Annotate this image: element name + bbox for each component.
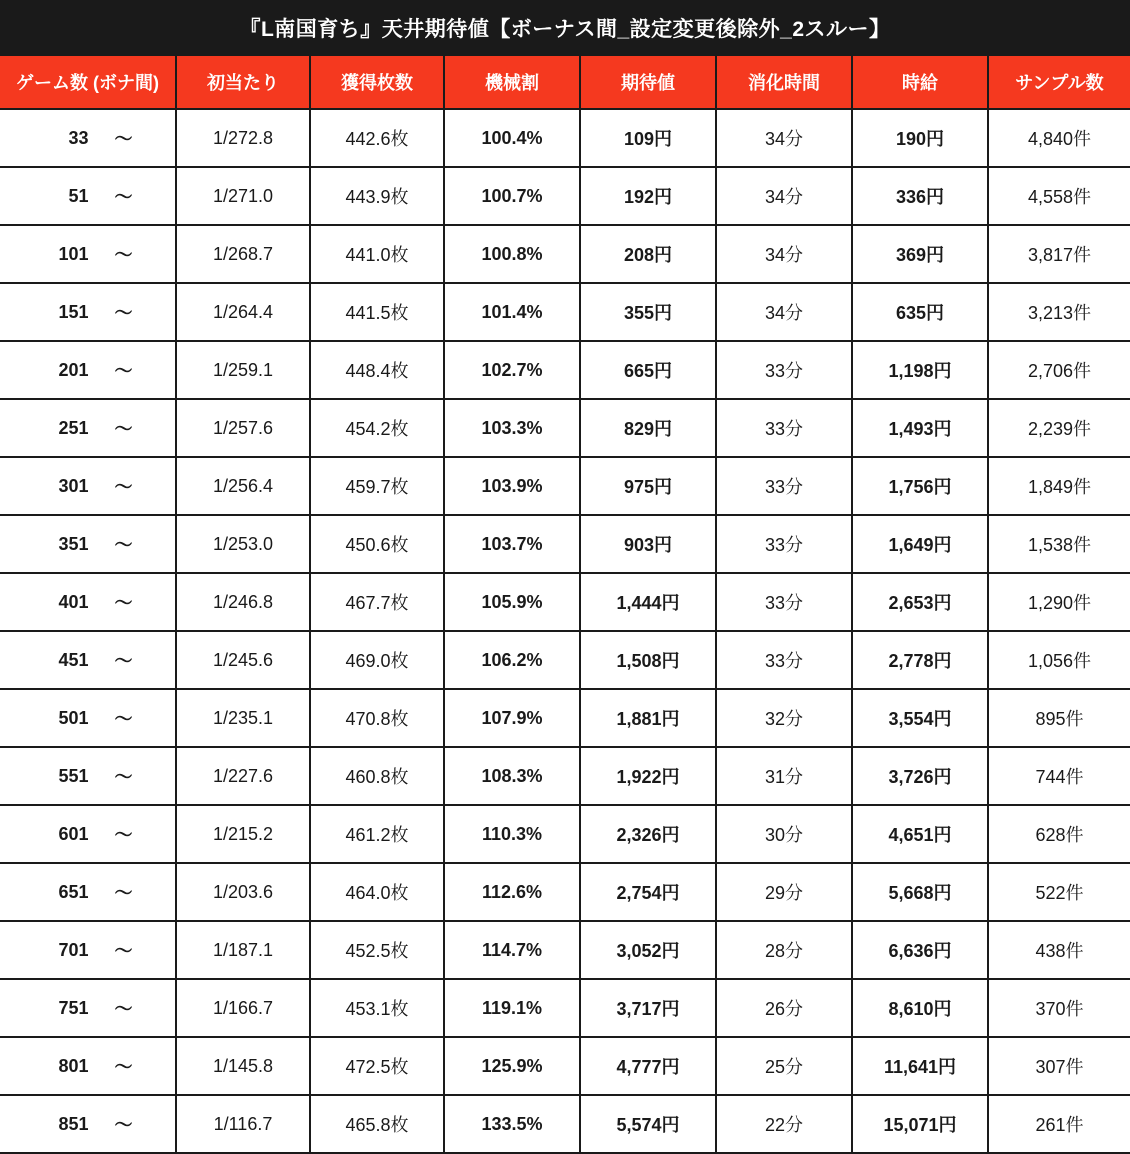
cell-first-hit: 1/116.7	[176, 1095, 310, 1153]
cell-medals: 442.6枚	[310, 109, 444, 167]
cell-expected-value: 109円	[580, 109, 716, 167]
cell-first-hit: 1/235.1	[176, 689, 310, 747]
cell-game-count	[0, 921, 176, 979]
cell-game-count	[0, 341, 176, 399]
cell-expected-value: 1,881円	[580, 689, 716, 747]
cell-hourly-wage: 11,641円	[852, 1037, 988, 1095]
cell-sample-size: 3,817件	[988, 225, 1130, 283]
cell-medals: 452.5枚	[310, 921, 444, 979]
game-count-tilde: 〜	[114, 941, 133, 961]
cell-medals: 464.0枚	[310, 863, 444, 921]
table-row	[0, 399, 1130, 457]
game-count-tilde: 〜	[114, 187, 133, 207]
cell-hourly-wage: 1,649円	[852, 515, 988, 573]
cell-play-time: 33分	[716, 341, 852, 399]
table-row	[0, 573, 1130, 631]
game-count-tilde: 〜	[114, 1115, 133, 1135]
cell-medals: 450.6枚	[310, 515, 444, 573]
cell-first-hit: 1/166.7	[176, 979, 310, 1037]
cell-hourly-wage: 635円	[852, 283, 988, 341]
cell-first-hit: 1/253.0	[176, 515, 310, 573]
table-row	[0, 341, 1130, 399]
column-header-expected-value: 期待値	[580, 56, 716, 109]
table-row	[0, 631, 1130, 689]
cell-game-count	[0, 863, 176, 921]
cell-game-count	[0, 109, 176, 167]
cell-expected-value: 355円	[580, 283, 716, 341]
game-count-tilde: 〜	[114, 593, 133, 613]
table-header	[0, 56, 1130, 109]
cell-sample-size: 895件	[988, 689, 1130, 747]
cell-hourly-wage: 15,071円	[852, 1095, 988, 1153]
cell-hourly-wage: 1,198円	[852, 341, 988, 399]
column-header-game-count: ゲーム数 (ボナ間)	[0, 56, 176, 109]
cell-first-hit: 1/264.4	[176, 283, 310, 341]
cell-payout-rate: 102.7%	[444, 341, 580, 399]
cell-game-count	[0, 1037, 176, 1095]
cell-medals: 443.9枚	[310, 167, 444, 225]
cell-hourly-wage: 2,653円	[852, 573, 988, 631]
cell-first-hit: 1/246.8	[176, 573, 310, 631]
cell-medals: 459.7枚	[310, 457, 444, 515]
cell-expected-value: 3,052円	[580, 921, 716, 979]
game-count-value: 751	[58, 997, 89, 1018]
cell-payout-rate: 106.2%	[444, 631, 580, 689]
column-header-play-time: 消化時間	[716, 56, 852, 109]
cell-play-time: 25分	[716, 1037, 852, 1095]
cell-sample-size: 2,239件	[988, 399, 1130, 457]
cell-play-time: 34分	[716, 109, 852, 167]
expectation-table	[0, 56, 1130, 1154]
cell-expected-value: 665円	[580, 341, 716, 399]
cell-hourly-wage: 336円	[852, 167, 988, 225]
cell-play-time: 33分	[716, 631, 852, 689]
cell-expected-value: 5,574円	[580, 1095, 716, 1153]
cell-play-time: 33分	[716, 399, 852, 457]
cell-play-time: 33分	[716, 573, 852, 631]
game-count-tilde: 〜	[114, 419, 133, 439]
table-row	[0, 283, 1130, 341]
game-count-tilde: 〜	[114, 825, 133, 845]
cell-first-hit: 1/187.1	[176, 921, 310, 979]
game-count-value: 201	[58, 359, 89, 380]
cell-game-count	[0, 457, 176, 515]
cell-expected-value: 208円	[580, 225, 716, 283]
cell-game-count	[0, 167, 176, 225]
cell-play-time: 28分	[716, 921, 852, 979]
cell-play-time: 26分	[716, 979, 852, 1037]
cell-hourly-wage: 369円	[852, 225, 988, 283]
cell-first-hit: 1/271.0	[176, 167, 310, 225]
game-count-value: 351	[58, 533, 89, 554]
cell-game-count	[0, 283, 176, 341]
table-row	[0, 109, 1130, 167]
game-count-value: 33	[68, 127, 89, 148]
cell-medals: 467.7枚	[310, 573, 444, 631]
cell-hourly-wage: 4,651円	[852, 805, 988, 863]
table-row	[0, 979, 1130, 1037]
cell-medals: 441.5枚	[310, 283, 444, 341]
cell-medals: 465.8枚	[310, 1095, 444, 1153]
cell-expected-value: 2,326円	[580, 805, 716, 863]
cell-expected-value: 975円	[580, 457, 716, 515]
table-row	[0, 747, 1130, 805]
cell-hourly-wage: 8,610円	[852, 979, 988, 1037]
cell-sample-size: 1,849件	[988, 457, 1130, 515]
cell-first-hit: 1/145.8	[176, 1037, 310, 1095]
cell-payout-rate: 133.5%	[444, 1095, 580, 1153]
game-count-value: 851	[58, 1113, 89, 1134]
cell-medals: 454.2枚	[310, 399, 444, 457]
cell-first-hit: 1/256.4	[176, 457, 310, 515]
cell-play-time: 32分	[716, 689, 852, 747]
cell-first-hit: 1/259.1	[176, 341, 310, 399]
cell-medals: 461.2枚	[310, 805, 444, 863]
cell-game-count	[0, 747, 176, 805]
table-row	[0, 863, 1130, 921]
cell-first-hit: 1/268.7	[176, 225, 310, 283]
table-row	[0, 1037, 1130, 1095]
table-row	[0, 167, 1130, 225]
game-count-value: 551	[58, 765, 89, 786]
cell-payout-rate: 112.6%	[444, 863, 580, 921]
cell-first-hit: 1/203.6	[176, 863, 310, 921]
cell-payout-rate: 108.3%	[444, 747, 580, 805]
cell-sample-size: 261件	[988, 1095, 1130, 1153]
table-row	[0, 225, 1130, 283]
cell-game-count	[0, 689, 176, 747]
game-count-tilde: 〜	[114, 477, 133, 497]
game-count-tilde: 〜	[114, 651, 133, 671]
cell-expected-value: 1,444円	[580, 573, 716, 631]
cell-first-hit: 1/227.6	[176, 747, 310, 805]
cell-payout-rate: 100.8%	[444, 225, 580, 283]
column-header-hourly-wage: 時給	[852, 56, 988, 109]
game-count-value: 101	[58, 243, 89, 264]
cell-hourly-wage: 1,756円	[852, 457, 988, 515]
cell-medals: 470.8枚	[310, 689, 444, 747]
game-count-value: 301	[58, 475, 89, 496]
game-count-value: 151	[58, 301, 89, 322]
cell-payout-rate: 103.7%	[444, 515, 580, 573]
game-count-value: 701	[58, 939, 89, 960]
column-header-first-hit: 初当たり	[176, 56, 310, 109]
game-count-tilde: 〜	[114, 999, 133, 1019]
table-row	[0, 1095, 1130, 1153]
cell-game-count	[0, 979, 176, 1037]
cell-play-time: 33分	[716, 457, 852, 515]
cell-medals: 448.4枚	[310, 341, 444, 399]
cell-sample-size: 4,558件	[988, 167, 1130, 225]
cell-sample-size: 1,056件	[988, 631, 1130, 689]
cell-game-count	[0, 399, 176, 457]
cell-expected-value: 2,754円	[580, 863, 716, 921]
cell-game-count	[0, 631, 176, 689]
cell-payout-rate: 105.9%	[444, 573, 580, 631]
cell-payout-rate: 100.4%	[444, 109, 580, 167]
cell-payout-rate: 103.9%	[444, 457, 580, 515]
cell-payout-rate: 125.9%	[444, 1037, 580, 1095]
cell-hourly-wage: 5,668円	[852, 863, 988, 921]
cell-expected-value: 829円	[580, 399, 716, 457]
cell-expected-value: 4,777円	[580, 1037, 716, 1095]
cell-sample-size: 307件	[988, 1037, 1130, 1095]
cell-game-count	[0, 805, 176, 863]
cell-hourly-wage: 190円	[852, 109, 988, 167]
cell-sample-size: 438件	[988, 921, 1130, 979]
cell-expected-value: 1,922円	[580, 747, 716, 805]
game-count-value: 601	[58, 823, 89, 844]
cell-sample-size: 1,290件	[988, 573, 1130, 631]
table-row	[0, 805, 1130, 863]
table-body	[0, 109, 1130, 1153]
cell-payout-rate: 100.7%	[444, 167, 580, 225]
cell-medals: 460.8枚	[310, 747, 444, 805]
column-header-medals: 獲得枚数	[310, 56, 444, 109]
game-count-tilde: 〜	[114, 709, 133, 729]
cell-medals: 441.0枚	[310, 225, 444, 283]
cell-medals: 453.1枚	[310, 979, 444, 1037]
cell-hourly-wage: 3,554円	[852, 689, 988, 747]
game-count-tilde: 〜	[114, 1057, 133, 1077]
cell-medals: 469.0枚	[310, 631, 444, 689]
cell-payout-rate: 119.1%	[444, 979, 580, 1037]
cell-first-hit: 1/257.6	[176, 399, 310, 457]
cell-payout-rate: 103.3%	[444, 399, 580, 457]
game-count-tilde: 〜	[114, 767, 133, 787]
game-count-value: 401	[58, 591, 89, 612]
cell-hourly-wage: 1,493円	[852, 399, 988, 457]
cell-payout-rate: 110.3%	[444, 805, 580, 863]
cell-play-time: 34分	[716, 167, 852, 225]
cell-expected-value: 1,508円	[580, 631, 716, 689]
cell-expected-value: 903円	[580, 515, 716, 573]
cell-payout-rate: 114.7%	[444, 921, 580, 979]
game-count-value: 801	[58, 1055, 89, 1076]
game-count-value: 451	[58, 649, 89, 670]
cell-sample-size: 522件	[988, 863, 1130, 921]
cell-game-count	[0, 515, 176, 573]
game-count-value: 501	[58, 707, 89, 728]
cell-payout-rate: 101.4%	[444, 283, 580, 341]
game-count-tilde: 〜	[114, 303, 133, 323]
cell-sample-size: 744件	[988, 747, 1130, 805]
cell-payout-rate: 107.9%	[444, 689, 580, 747]
cell-sample-size: 1,538件	[988, 515, 1130, 573]
cell-medals: 472.5枚	[310, 1037, 444, 1095]
game-count-tilde: 〜	[114, 361, 133, 381]
cell-play-time: 34分	[716, 225, 852, 283]
game-count-value: 251	[58, 417, 89, 438]
cell-game-count	[0, 573, 176, 631]
cell-play-time: 31分	[716, 747, 852, 805]
game-count-tilde: 〜	[114, 535, 133, 555]
cell-first-hit: 1/272.8	[176, 109, 310, 167]
cell-sample-size: 3,213件	[988, 283, 1130, 341]
cell-first-hit: 1/215.2	[176, 805, 310, 863]
table-row	[0, 689, 1130, 747]
page-title-text: 『L南国育ち』天井期待値【ボーナス間_設定変更後除外_2スルー】	[239, 18, 891, 41]
cell-play-time: 22分	[716, 1095, 852, 1153]
game-count-tilde: 〜	[114, 129, 133, 149]
table-header-row	[0, 56, 1130, 109]
cell-sample-size: 628件	[988, 805, 1130, 863]
cell-hourly-wage: 3,726円	[852, 747, 988, 805]
cell-play-time: 29分	[716, 863, 852, 921]
column-header-payout-rate: 機械割	[444, 56, 580, 109]
cell-first-hit: 1/245.6	[176, 631, 310, 689]
page-title	[0, 0, 1130, 56]
table-row	[0, 457, 1130, 515]
cell-play-time: 30分	[716, 805, 852, 863]
game-count-value: 651	[58, 881, 89, 902]
table-row	[0, 921, 1130, 979]
cell-sample-size: 370件	[988, 979, 1130, 1037]
column-header-sample-size: サンプル数	[988, 56, 1130, 109]
game-count-tilde: 〜	[114, 245, 133, 265]
cell-hourly-wage: 2,778円	[852, 631, 988, 689]
cell-game-count	[0, 1095, 176, 1153]
cell-play-time: 34分	[716, 283, 852, 341]
cell-expected-value: 192円	[580, 167, 716, 225]
cell-sample-size: 2,706件	[988, 341, 1130, 399]
table-row	[0, 515, 1130, 573]
cell-game-count	[0, 225, 176, 283]
cell-expected-value: 3,717円	[580, 979, 716, 1037]
game-count-value: 51	[68, 185, 89, 206]
cell-sample-size: 4,840件	[988, 109, 1130, 167]
cell-hourly-wage: 6,636円	[852, 921, 988, 979]
game-count-tilde: 〜	[114, 883, 133, 903]
cell-play-time: 33分	[716, 515, 852, 573]
